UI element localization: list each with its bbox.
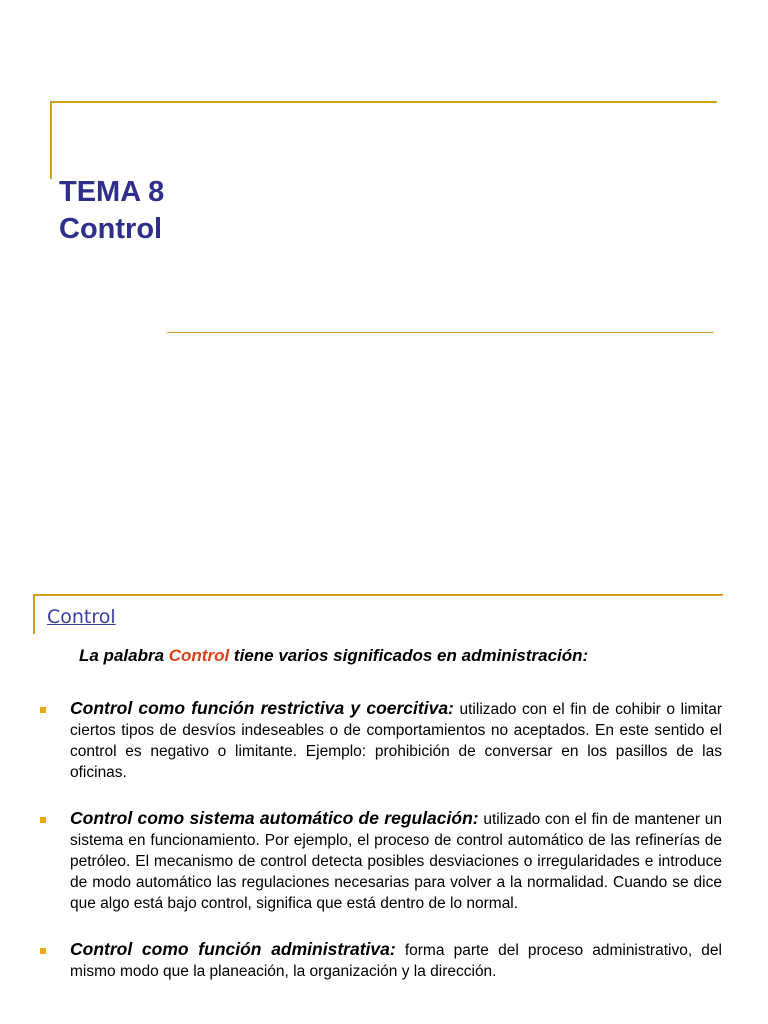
content-slide [0, 580, 768, 1024]
bullet-heading: Control como función restrictiva y coercitiva: [70, 698, 454, 718]
title-line-1: TEMA 8 [59, 176, 165, 208]
list-item [36, 939, 722, 982]
bullet-text: forma parte del proceso administrativo, del mismo modo que la planeación, la organización y la dirección. [70, 942, 722, 980]
top-divider-line [50, 101, 717, 103]
square-bullet-icon [40, 707, 46, 713]
content-left-accent-line [33, 594, 35, 634]
content-top-divider-line [33, 594, 723, 596]
square-bullet-icon [40, 817, 46, 823]
definition-list [36, 698, 722, 1007]
slide-title [59, 174, 164, 248]
left-accent-line [50, 101, 52, 179]
subtitle-divider-line [167, 332, 714, 333]
intro-highlight-word: Control [168, 646, 230, 665]
intro-sentence [79, 645, 588, 667]
list-item [36, 808, 722, 914]
bullet-heading: Control como función administrativa: [70, 939, 396, 959]
intro-text-before: La palabra [79, 646, 169, 665]
section-title-link[interactable]: Control [47, 606, 116, 628]
intro-text-after: tiene varios significados en administración: [229, 646, 589, 665]
bullet-text: utilizado con el fin de mantener un sistema en funcionamiento. Por ejemplo, el proceso de control automático de las refinerías de petróleo. El mecanismo de control detecta posibles desviaciones o irregularidades e introduce de modo automático las regulaciones necesarias para volver a la normalidad. Cuando se dice que algo está bajo control, significa que está dentro de lo normal. [70, 811, 722, 912]
bullet-text: utilizado con el fin de cohibir o limitar ciertos tipos de desvíos indeseables o de comportamientos no aceptados. En este sentido el control es negativo o limitante. Ejemplo: prohibición de conversar en los pasillos de las oficinas. [70, 701, 722, 781]
list-item [36, 698, 722, 783]
title-line-2: Control [59, 213, 163, 245]
square-bullet-icon [40, 948, 46, 954]
bullet-heading: Control como sistema automático de regulación: [70, 808, 479, 828]
